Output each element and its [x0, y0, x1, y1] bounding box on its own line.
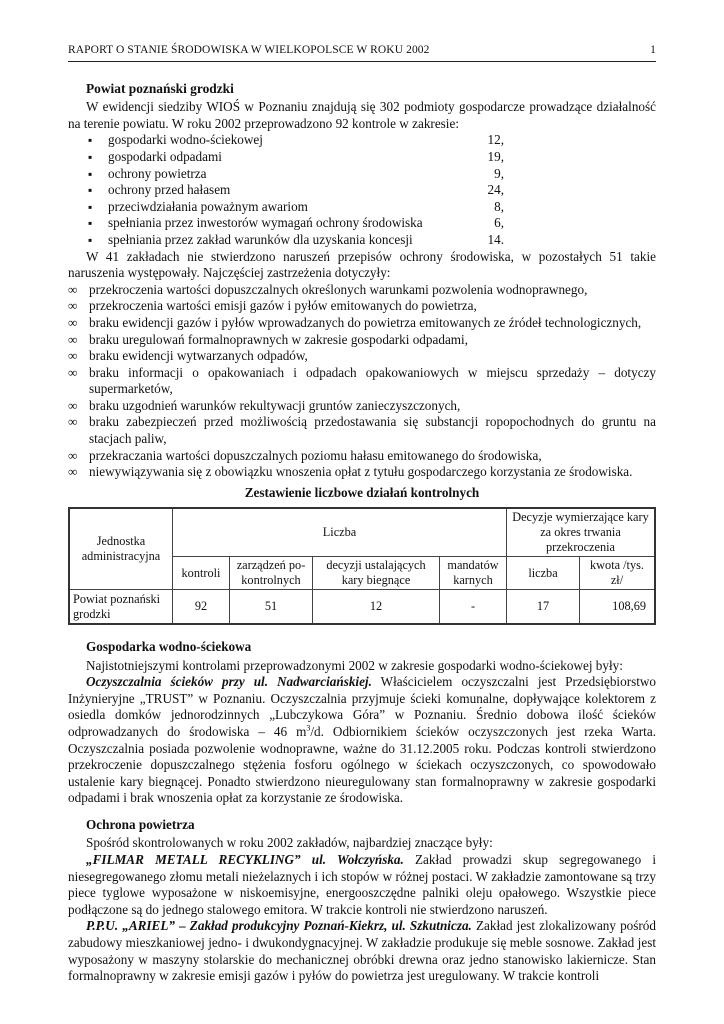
list-item: [68, 215, 656, 232]
air-paragraph-2: [68, 918, 656, 984]
controls-list: [68, 132, 656, 248]
water-intro: Najistotniejszymi kontrolami przeprowadzonymi 2002 w zakresie gospodarki wodno-ściekowej były:: [86, 657, 623, 673]
col-unit-header: Jednostka administracyjna: [69, 508, 173, 590]
list-item: ∞ przekroczenia wartości dopuszczalnych określonych warunkami pozwolenia wodnoprawnego,: [68, 282, 656, 299]
control-label: ▪ przeciwdziałania poważnym awariom: [108, 198, 308, 214]
list-item: ∞ braku zabezpieczeń przed możliwością przedostawania się substancji ropopochodnych do gruntu na stacjach paliw,: [68, 414, 656, 447]
control-label: ▪ gospodarki wodno-ściekowej: [108, 132, 263, 148]
running-header: [68, 42, 656, 62]
list-item: ∞ przekroczenia wartości emisji gazów i pyłów emitowanych do powietrza,: [68, 298, 656, 315]
list-item: ∞ braku ewidencji gazów i pyłów wprowadzanych do powietrza emitowanych ze źródeł technologicznych,: [68, 315, 656, 332]
col-decisions-header: Decyzje wymierzające kary za okres trwania przekroczenia: [507, 508, 656, 557]
control-label: ▪ ochrony powietrza: [108, 165, 207, 181]
document-page: [68, 42, 656, 985]
sub-number: liczba: [507, 557, 580, 590]
cell-tickets: -: [440, 590, 507, 624]
control-label: ▪ gospodarki odpadami: [108, 148, 222, 164]
air-text-1: Zakład prowadzi skup segregowanego i niesegregowanego złomu metali nieżelaznych i ich stopów w różnej postaci. W zakładzie zamontowane są trzy piece tyglowe wyposażone w niskoemisyjne, energooszczędne palniki oleju opałowego. Wszystkie piece podłączone są do jednego stalowego emitora. W trakcie kontroli nie stwierdzono naruszeń.: [68, 852, 657, 917]
list-item: ∞ przekraczania wartości dopuszczalnych poziomu hałasu emitowanego do środowiska,: [68, 448, 656, 465]
control-label: ▪ spełniania przez zakład warunków dla uzyskania koncesji: [108, 231, 413, 247]
page-number: 1: [650, 44, 656, 56]
table-caption: Zestawienie liczbowe działań kontrolnych: [244, 484, 480, 500]
air-heading: Ochrona powietrza: [86, 816, 195, 832]
list-item: [68, 199, 656, 216]
cell-orders: 51: [230, 590, 313, 624]
company-name-ariel: P.P.U. „ARIEL” – Zakład produkcyjny Poznań-Kiekrz, ul. Szkutnicza.: [86, 918, 472, 934]
list-item: ∞ braku uregulowań formalnoprawnych w zakresie gospodarki odpadami,: [68, 332, 656, 349]
list-item: [68, 149, 656, 166]
water-text-1: Właścicielem oczyszczalni jest Przedsiębiorstwo Inżynieryjne „TRUST” w Poznaniu. Oczyszczalnia przyjmuje ścieki komunalne, dopływające kolektorem z osiedla domków jednorodzinnych „Lubczykowa Góra” w Poznaniu. Średnio dobowa ilość ścieków odprowadzanych do środowiska – 46 m: [68, 674, 656, 739]
water-paragraph: [68, 674, 656, 807]
control-label: ▪ ochrony przed hałasem: [108, 182, 231, 198]
violations-list: [68, 282, 656, 481]
col-count-header: Liczba: [173, 508, 507, 557]
header-title: RAPORT O STANIE ŚRODOWISKA W WIELKOPOLSCE W ROKU 2002: [68, 44, 430, 56]
list-item: [68, 132, 656, 149]
cell-unit: Powiat poznański grodzki: [69, 590, 173, 624]
list-item: ∞ niewywiązywania się z obowiązku wnoszenia opłat z tytułu gospodarczego korzystania ze środowiska.: [68, 464, 656, 481]
cell-decisions: 12: [313, 590, 440, 624]
company-name-filmar: „FILMAR METALL RECYKLING” ul. Wołczyńska.: [86, 852, 404, 868]
list-item: ∞ braku informacji o opakowaniach i odpadach opakowaniowych w miejscu sprzedaży – dotyczy supermarketów,: [68, 365, 656, 398]
sub-orders: zarządzeń po-kontrolnych: [230, 557, 313, 590]
summary-table: [68, 507, 656, 625]
control-value: 9,: [494, 165, 504, 181]
control-value: 8,: [494, 198, 504, 214]
sub-amount: kwota /tys. zł/: [580, 557, 656, 590]
air-paragraph-1: [68, 852, 656, 918]
control-label: ▪ spełniania przez inwestorów wymagań ochrony środowiska: [108, 215, 423, 231]
control-value: 19,: [487, 148, 504, 164]
cell-controls: 92: [173, 590, 230, 624]
list-item: [68, 166, 656, 183]
violations-intro: W 41 zakładach nie stwierdzono naruszeń przepisów ochrony środowiska, w pozostałych 51 takie naruszenia występowały. Najczęściej zastrzeżenia dotyczyły:: [68, 248, 656, 281]
list-item: [68, 182, 656, 199]
sub-controls: kontroli: [173, 557, 230, 590]
control-value: 6,: [494, 215, 504, 231]
control-value: 12,: [487, 132, 504, 148]
air-text-2: Zakład jest zlokalizowany pośród zabudowy mieszkaniowej jedno- i dwukondygnacyjnej. W zakładzie produkuje się meble sosnowe. Zakład jest wyposażony w maszyny stolarskie do mechanicznej obróbki drewna oraz jedno stanowisko lakiernicze. Stan formalnoprawny w zakresie emisji gazów i pyłów do powietrza jest uregulowany. W trakcie kontroli: [68, 918, 656, 984]
cell-number: 17: [507, 590, 580, 624]
water-heading: Gospodarka wodno-ściekowa: [86, 638, 252, 654]
cell-amount: 108,69: [580, 590, 656, 624]
superscript: 3: [306, 723, 311, 733]
water-text-2: /d. Odbiornikiem ścieków oczyszczonych jest rzeka Warta. Oczyszczalnia posiada pozwolenie wodnoprawne, ważne do 31.12.2005 roku. Podczas kontroli stwierdzono przekroczenie dopuszczalnego stężenia fosforu ogólnego w ściekach oczyszczonych, co spowodowało ustalenie kary biegnącej. Ponadto stwierdzono nieuregulowany stan formalnoprawny w zakresie gospodarki odpadami i brak wnoszenia opłat za korzystanie ze środowiska.: [68, 723, 656, 806]
sub-tickets: mandatów karnych: [440, 557, 507, 590]
list-item: ∞ braku ewidencji wytwarzanych odpadów,: [68, 348, 656, 365]
plant-name: Oczyszczalnia ścieków przy ul. Nadwarciańskiej.: [86, 674, 372, 690]
list-item: [68, 232, 656, 249]
sub-penalty-decisions: decyzji ustalających kary biegnące: [313, 557, 440, 590]
control-value: 14.: [487, 231, 504, 247]
list-item: ∞ braku uzgodnień warunków rekultywacji gruntów zanieczyszczonych,: [68, 398, 656, 415]
section-heading: Powiat poznański grodzki: [86, 80, 234, 96]
control-value: 24,: [487, 182, 504, 198]
intro-paragraph: W ewidencji siedziby WIOŚ w Poznaniu znajdują się 302 podmioty gospodarcze prowadzące działalność na terenie powiatu. W roku 2002 przeprowadzono 92 kontrole w zakresie:: [68, 99, 656, 131]
table-row: [69, 590, 655, 624]
air-intro: Spośród skontrolowanych w roku 2002 zakładów, najbardziej znaczące były:: [86, 835, 493, 851]
